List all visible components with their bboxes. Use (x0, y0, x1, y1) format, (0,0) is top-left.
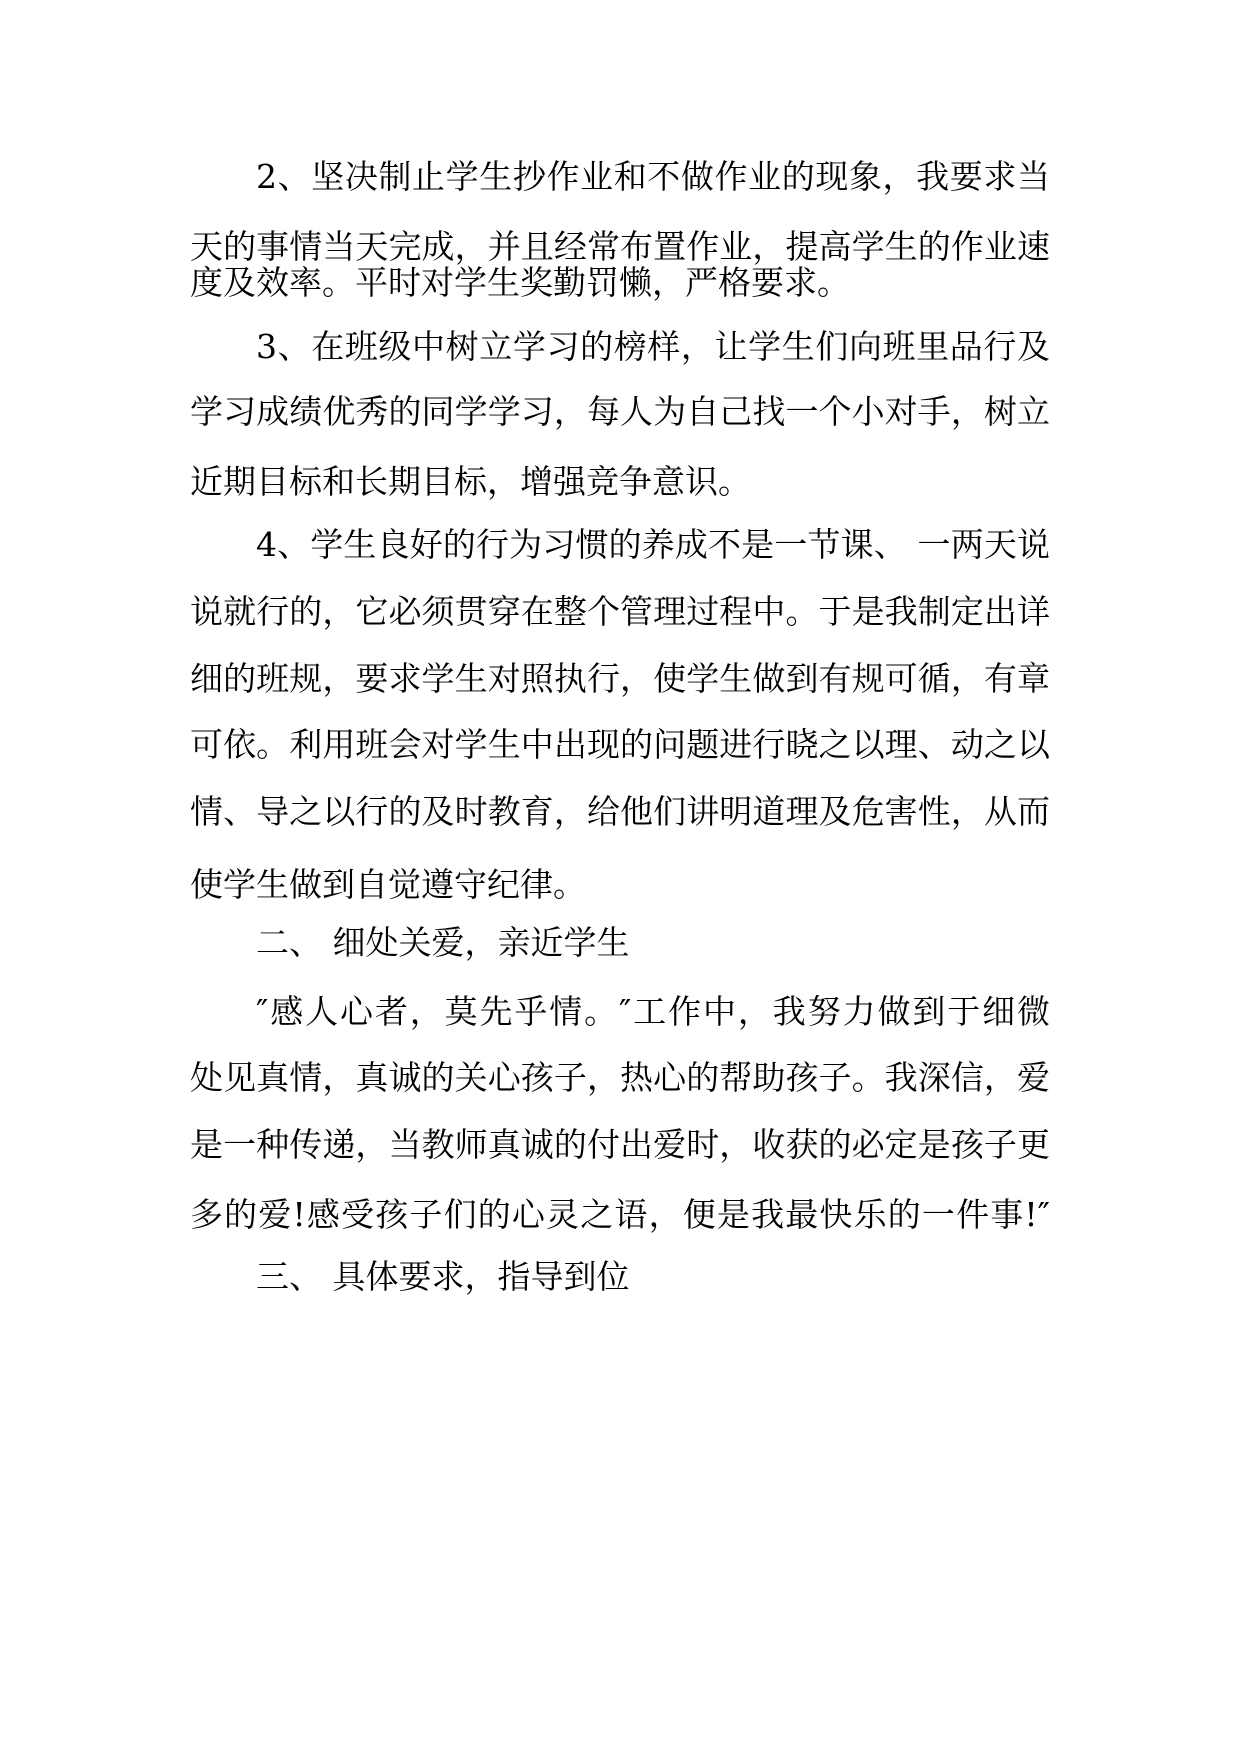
paragraph-4-line-2: 说就行的，它必须贯穿在整个管理过程中。于是我制定出详 (190, 592, 1050, 631)
paragraph-quote-line-3: 是一种传递，当教师真诚的付出爱时，收获的必定是孩子更 (190, 1125, 1050, 1164)
paragraph-quote-line-2: 处见真情，真诚的关心孩子，热心的帮助孩子。我深信，爱 (190, 1058, 1050, 1097)
paragraph-quote-line-1: ″感人心者，莫先乎情。″工作中，我努力做到于细微 (256, 992, 1050, 1031)
paragraph-4-line-4: 可依。利用班会对学生中出现的问题进行晓之以理、动之以 (190, 725, 1050, 764)
paragraph-2-line-1: 2、坚决制止学生抄作业和不做作业的现象，我要求当 (256, 157, 1050, 196)
paragraph-2-line-3: 度及效率。平时对学生奖勤罚懒，严格要求。 (190, 263, 850, 302)
paragraph-3-line-2: 学习成绩优秀的同学学习，每人为自己找一个小对手，树立 (190, 392, 1050, 431)
section-heading-3: 三、 具体要求，指导到位 (256, 1257, 630, 1296)
paragraph-4-line-3: 细的班规，要求学生对照执行，使学生做到有规可循，有章 (190, 659, 1050, 698)
paragraph-3-line-1: 3、在班级中树立学习的榜样，让学生们向班里品行及 (256, 327, 1050, 366)
paragraph-quote-line-4: 多的爱!感受孩子们的心灵之语，便是我最快乐的一件事!″ (190, 1195, 1050, 1234)
paragraph-3-line-3: 近期目标和长期目标，增强竞争意识。 (190, 462, 751, 501)
paragraph-2-line-2: 天的事情当天完成，并且经常布置作业，提高学生的作业速 (190, 227, 1050, 266)
paragraph-4-line-1: 4、学生良好的行为习惯的养成不是一节课、 一两天说 (256, 525, 1050, 564)
paragraph-4-line-5: 情、导之以行的及时教育，给他们讲明道理及危害性，从而 (190, 792, 1050, 831)
paragraph-4-line-6: 使学生做到自觉遵守纪律。 (190, 865, 586, 904)
section-heading-2: 二、 细处关爱，亲近学生 (256, 923, 630, 962)
